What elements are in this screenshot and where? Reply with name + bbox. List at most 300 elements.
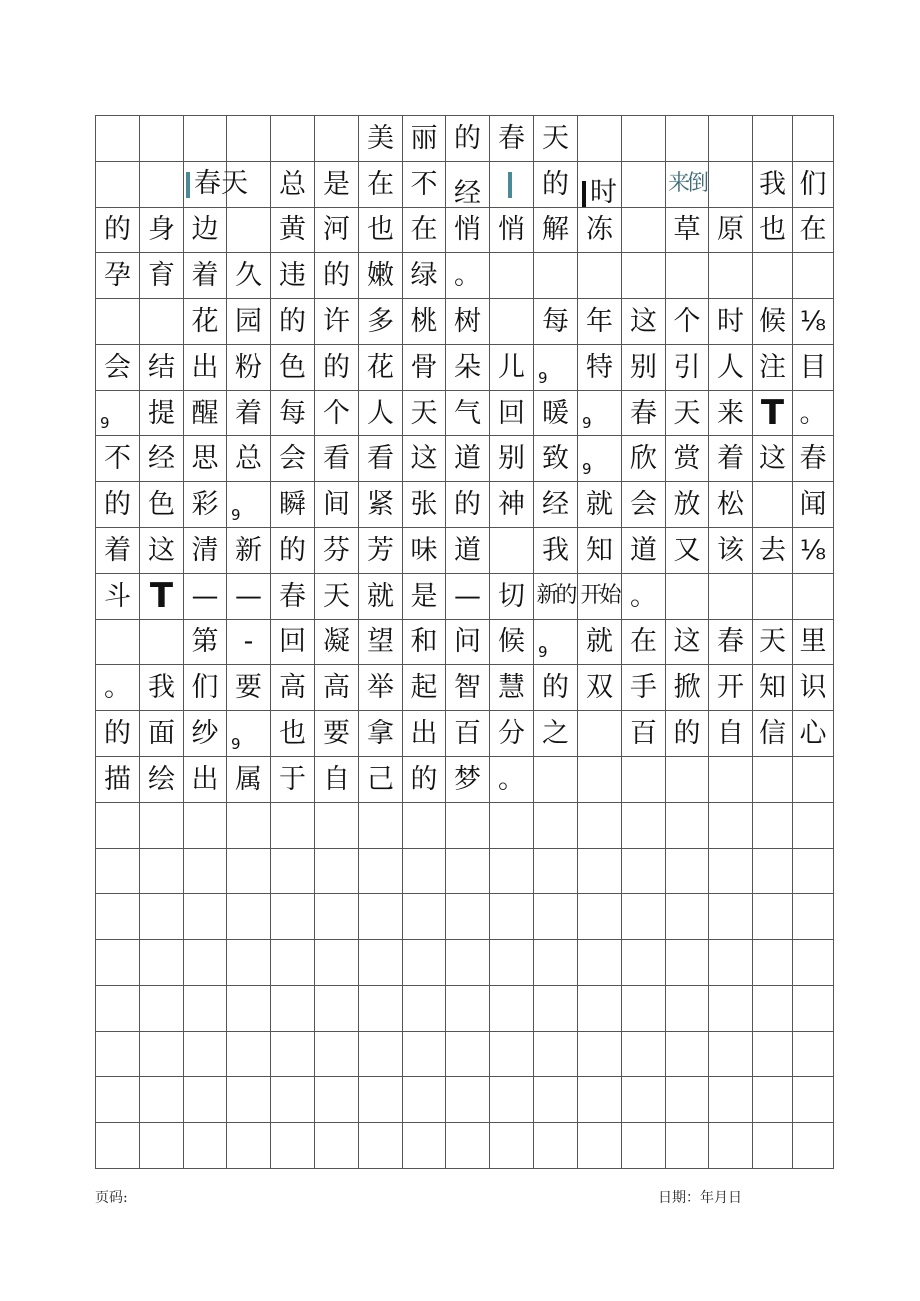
char-cell [227, 665, 271, 711]
empty-cell [140, 1123, 184, 1169]
char-cell [359, 482, 403, 528]
empty-cell [622, 1123, 666, 1169]
char-cell [666, 207, 709, 253]
cell-text: T [760, 393, 785, 434]
empty-cell [96, 985, 140, 1031]
char-cell [578, 665, 622, 711]
empty-cell [793, 253, 834, 299]
grid-row [96, 802, 834, 848]
cell-text: 着 [104, 534, 131, 566]
empty-cell [622, 756, 666, 802]
char-cell [709, 299, 753, 345]
grid-row [96, 1123, 834, 1169]
empty-cell [96, 848, 140, 894]
empty-cell [666, 940, 709, 986]
empty-cell [709, 985, 753, 1031]
char-cell [359, 436, 403, 482]
empty-cell [184, 985, 227, 1031]
char-cell [315, 299, 359, 345]
cell-text: 们 [191, 672, 219, 704]
empty-cell [622, 116, 666, 162]
char-cell [490, 207, 534, 253]
cell-text: 朵 [454, 351, 481, 383]
cell-text: 就 [586, 626, 613, 658]
cell-text: 草 [673, 214, 701, 246]
cell-text: 芳 [367, 534, 394, 566]
cell-text: 的 [279, 306, 306, 338]
char-cell [534, 619, 578, 665]
char-cell [140, 756, 184, 802]
char-cell [446, 573, 490, 619]
cell-text: 着 [235, 397, 262, 429]
empty-cell [403, 894, 446, 940]
empty-cell [622, 1077, 666, 1123]
char-cell [184, 207, 227, 253]
char-cell [315, 390, 359, 436]
empty-cell [578, 253, 622, 299]
char-cell [96, 573, 140, 619]
cell-text: — [454, 580, 481, 612]
char-cell [446, 711, 490, 757]
char-cell [534, 390, 578, 436]
cell-text: 高 [323, 672, 350, 704]
cell-text: 人 [367, 397, 394, 429]
char-cell [793, 299, 834, 345]
empty-cell [315, 116, 359, 162]
cell-text: 双 [586, 672, 613, 704]
char-cell [666, 665, 709, 711]
cell-text: 这 [759, 443, 786, 475]
cell-text: 己 [367, 763, 394, 795]
empty-cell [403, 940, 446, 986]
empty-cell [578, 802, 622, 848]
cell-text: 美 [367, 122, 394, 154]
cell-text: 不 [104, 443, 131, 475]
char-cell [534, 207, 578, 253]
empty-cell [793, 940, 834, 986]
cell-text: 纱 [191, 718, 219, 750]
empty-cell [315, 985, 359, 1031]
cell-text: 芬 [323, 534, 350, 566]
cell-text: 问 [454, 626, 481, 658]
char-cell [666, 619, 709, 665]
char-cell [271, 436, 315, 482]
cell-text: 9 [538, 643, 548, 662]
empty-cell [403, 1077, 446, 1123]
char-cell [534, 116, 578, 162]
cell-text: 人 [717, 351, 744, 383]
grid-row [96, 207, 834, 253]
cell-text: 自 [323, 763, 350, 795]
char-cell [227, 299, 271, 345]
cell-text: 多 [367, 306, 394, 338]
char-cell [359, 207, 403, 253]
empty-cell [96, 116, 140, 162]
empty-cell [490, 848, 534, 894]
cell-text: 气 [454, 397, 481, 429]
char-cell [315, 756, 359, 802]
empty-cell [227, 940, 271, 986]
empty-cell [227, 116, 271, 162]
cell-text: 悄 [498, 214, 525, 246]
cell-text: 描 [104, 763, 131, 795]
cell-text: 的 [673, 718, 701, 750]
empty-cell [709, 940, 753, 986]
empty-cell [709, 756, 753, 802]
empty-cell [753, 116, 793, 162]
cell-text: 9 [538, 368, 548, 387]
empty-cell [227, 1031, 271, 1077]
char-cell [490, 711, 534, 757]
cell-text: 醒 [191, 397, 219, 429]
empty-cell [227, 985, 271, 1031]
empty-cell [227, 1123, 271, 1169]
empty-cell [359, 985, 403, 1031]
char-cell [709, 482, 753, 528]
char-cell [271, 573, 315, 619]
cell-text: 回 [498, 397, 525, 429]
cell-text: 许 [323, 306, 350, 338]
char-cell [359, 573, 403, 619]
cell-text: 。 [498, 763, 525, 795]
char-cell [184, 299, 227, 345]
cell-text: 春 [799, 443, 827, 475]
char-cell [403, 253, 446, 299]
char-cell [534, 436, 578, 482]
cell-text: 第 [191, 626, 219, 658]
char-cell [227, 619, 271, 665]
char-cell [753, 619, 793, 665]
cell-text: 。 [799, 397, 827, 429]
cell-text: — [235, 580, 262, 612]
cell-text: 引 [673, 351, 701, 383]
empty-cell [96, 619, 140, 665]
char-cell [271, 665, 315, 711]
char-cell [793, 436, 834, 482]
empty-cell [534, 985, 578, 1031]
char-cell [534, 665, 578, 711]
empty-cell [140, 116, 184, 162]
char-cell [446, 116, 490, 162]
cell-text: 每 [542, 306, 569, 338]
empty-cell [578, 1077, 622, 1123]
cell-text: 新 [235, 534, 262, 566]
char-cell [184, 665, 227, 711]
empty-cell [793, 1123, 834, 1169]
empty-cell [578, 756, 622, 802]
empty-cell [140, 1077, 184, 1123]
cell-text: 经 [454, 177, 481, 209]
empty-cell [140, 940, 184, 986]
char-cell [446, 344, 490, 390]
char-cell [184, 573, 227, 619]
cell-text: 手 [630, 672, 657, 704]
char-cell [666, 390, 709, 436]
grid-row [96, 253, 834, 299]
empty-cell [709, 1031, 753, 1077]
cell-text: 。 [104, 672, 131, 704]
char-cell [622, 482, 666, 528]
char-cell [403, 482, 446, 528]
date-label: 日期：年月日 [658, 1190, 742, 1206]
empty-cell [753, 1031, 793, 1077]
empty-cell [96, 802, 140, 848]
empty-cell [666, 894, 709, 940]
cell-text: 也 [367, 214, 394, 246]
char-cell [96, 207, 140, 253]
cell-text: 道 [454, 534, 481, 566]
char-cell [271, 161, 315, 207]
empty-cell [578, 940, 622, 986]
char-cell [666, 482, 709, 528]
empty-cell [359, 802, 403, 848]
char-cell [534, 299, 578, 345]
char-cell [359, 390, 403, 436]
cell-text: 们 [799, 168, 827, 200]
empty-cell [793, 1031, 834, 1077]
empty-cell [793, 985, 834, 1031]
empty-cell [753, 802, 793, 848]
char-cell [622, 711, 666, 757]
empty-cell [534, 848, 578, 894]
cell-text: 经 [148, 443, 175, 475]
empty-cell [96, 894, 140, 940]
empty-cell [578, 848, 622, 894]
empty-cell [709, 161, 753, 207]
empty-cell [227, 161, 271, 207]
char-cell [578, 573, 622, 619]
cell-text: 9 [582, 414, 592, 433]
char-cell [227, 573, 271, 619]
cell-text: 时 [717, 306, 744, 338]
cell-text: 瞬 [279, 489, 306, 521]
cell-text: 又 [673, 534, 701, 566]
empty-cell [96, 161, 140, 207]
char-cell [578, 528, 622, 574]
empty-cell [403, 985, 446, 1031]
cell-text: 不 [410, 168, 438, 200]
cell-text: 该 [717, 534, 744, 566]
cell-text: 清 [191, 534, 219, 566]
cell-text: 春 [279, 580, 306, 612]
char-cell [403, 573, 446, 619]
char-cell [359, 619, 403, 665]
cell-text: 这 [673, 626, 701, 658]
cell-text: 春 [498, 122, 525, 154]
char-cell [578, 344, 622, 390]
empty-cell [578, 1123, 622, 1169]
cell-text: 识 [799, 672, 827, 704]
empty-cell [578, 894, 622, 940]
empty-cell [184, 848, 227, 894]
empty-cell [140, 161, 184, 207]
cell-text: 会 [279, 443, 306, 475]
cell-text: — [191, 580, 219, 612]
char-cell [315, 528, 359, 574]
cell-text: 我 [148, 672, 175, 704]
char-cell [315, 665, 359, 711]
empty-cell [140, 848, 184, 894]
empty-cell [359, 940, 403, 986]
empty-cell [666, 848, 709, 894]
cell-text: 的 [542, 168, 569, 200]
char-cell [446, 436, 490, 482]
char-cell [534, 573, 578, 619]
char-cell [184, 436, 227, 482]
grid-row [96, 482, 834, 528]
char-cell [315, 482, 359, 528]
char-cell [446, 253, 490, 299]
writing-grid [95, 115, 834, 1169]
cell-text: 花 [367, 351, 394, 383]
cell-text: 这 [410, 443, 438, 475]
char-cell [753, 207, 793, 253]
empty-cell [227, 848, 271, 894]
grid-row [96, 1031, 834, 1077]
empty-cell [622, 1031, 666, 1077]
empty-cell [140, 619, 184, 665]
char-cell [140, 665, 184, 711]
empty-cell [184, 116, 227, 162]
grid-row [96, 116, 834, 162]
cell-text: 的 [323, 260, 350, 292]
cell-text: 春天 [194, 168, 248, 200]
char-cell [446, 390, 490, 436]
char-cell [578, 207, 622, 253]
empty-cell [446, 802, 490, 848]
char-cell [446, 299, 490, 345]
empty-cell [622, 802, 666, 848]
char-cell [227, 390, 271, 436]
empty-cell [753, 573, 793, 619]
empty-cell [709, 1123, 753, 1169]
empty-cell [753, 985, 793, 1031]
empty-cell [666, 253, 709, 299]
cell-text: 别 [630, 351, 657, 383]
cell-text: 特 [586, 351, 613, 383]
empty-cell [578, 1031, 622, 1077]
cell-text: 是 [323, 168, 350, 200]
char-cell [622, 436, 666, 482]
char-cell [315, 619, 359, 665]
cell-text: 会 [630, 489, 657, 521]
grid-row [96, 299, 834, 345]
empty-cell [753, 848, 793, 894]
empty-cell [359, 894, 403, 940]
char-cell [315, 161, 359, 207]
cell-text: 冻 [586, 214, 613, 246]
char-cell [96, 253, 140, 299]
cell-text: 出 [410, 718, 438, 750]
cell-text: 我 [542, 534, 569, 566]
cell-text: 看 [323, 443, 350, 475]
grid-row [96, 344, 834, 390]
cell-text: 自 [717, 718, 744, 750]
char-cell [534, 528, 578, 574]
char-cell [227, 482, 271, 528]
char-cell [622, 619, 666, 665]
insert-mark-icon [508, 172, 512, 198]
empty-cell [315, 894, 359, 940]
char-cell [184, 711, 227, 757]
cell-text: 回 [279, 626, 306, 658]
char-cell [446, 665, 490, 711]
cell-text: 春 [630, 397, 657, 429]
grid-row [96, 985, 834, 1031]
char-cell [666, 711, 709, 757]
char-cell [753, 665, 793, 711]
cell-text: 提 [148, 397, 175, 429]
cell-text: 育 [148, 260, 175, 292]
char-cell [96, 756, 140, 802]
cell-text: 天 [759, 626, 786, 658]
cell-text: 望 [367, 626, 394, 658]
cell-text: 的 [104, 718, 131, 750]
cell-text: 经 [542, 489, 569, 521]
cell-text: 在 [799, 214, 827, 246]
char-cell [403, 528, 446, 574]
empty-cell [622, 207, 666, 253]
char-cell [315, 344, 359, 390]
char-cell [709, 711, 753, 757]
cell-text: 。 [630, 580, 657, 612]
cell-text: 悄 [454, 214, 481, 246]
cell-text: 思 [191, 443, 219, 475]
empty-cell [490, 1077, 534, 1123]
char-cell [96, 344, 140, 390]
grid-row [96, 756, 834, 802]
cell-text: 道 [630, 534, 657, 566]
cell-text: 粉 [235, 351, 262, 383]
cell-text: 味 [410, 534, 438, 566]
char-cell [227, 344, 271, 390]
cell-text: 9 [582, 460, 592, 479]
char-cell [490, 436, 534, 482]
char-cell [793, 711, 834, 757]
cell-text: 掀 [673, 672, 701, 704]
cell-text: 的 [279, 534, 306, 566]
empty-cell [753, 253, 793, 299]
cell-text: 骨 [410, 351, 438, 383]
empty-cell [271, 894, 315, 940]
grid-row [96, 1077, 834, 1123]
empty-cell [490, 528, 534, 574]
cell-text: 的 [104, 214, 131, 246]
char-cell [622, 299, 666, 345]
empty-cell [666, 1123, 709, 1169]
empty-cell [793, 894, 834, 940]
cell-text: 着 [191, 260, 219, 292]
cell-text: 结 [148, 351, 175, 383]
cell-text: 目 [799, 351, 827, 383]
empty-cell [709, 253, 753, 299]
cell-text: 的 [542, 672, 569, 704]
char-cell [271, 756, 315, 802]
cell-text: 久 [235, 260, 262, 292]
cell-text: 的 [454, 489, 481, 521]
empty-cell [446, 848, 490, 894]
empty-cell [578, 116, 622, 162]
empty-cell [184, 1031, 227, 1077]
empty-cell [793, 1077, 834, 1123]
char-cell [793, 161, 834, 207]
char-cell [709, 436, 753, 482]
empty-cell [753, 1123, 793, 1169]
empty-cell [709, 116, 753, 162]
empty-cell [622, 985, 666, 1031]
grid-row [96, 711, 834, 757]
cell-text: - [243, 626, 254, 658]
